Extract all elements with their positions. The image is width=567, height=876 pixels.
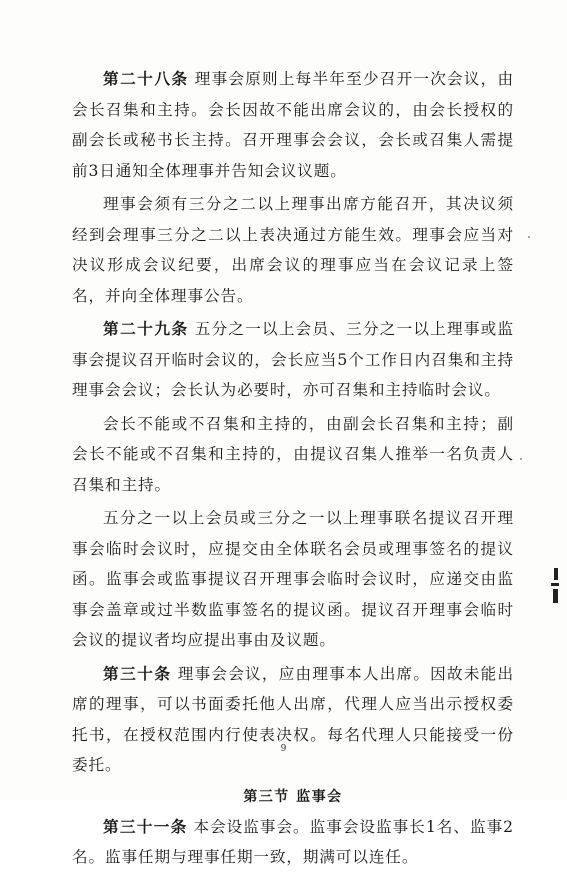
scan-speck [528, 236, 530, 238]
paragraph-quorum [72, 189, 514, 311]
paragraph-article-28 [72, 64, 514, 186]
article-number: 第三十条 [103, 664, 172, 683]
paragraph-text: 理事会会议，应由理事本人出席。因故未能出席的理事，可以书面委托他人出席，代理人应当出示授权委托书，在授权范围内行使表决权。每名代理人只能接受一份委托。 [72, 664, 514, 774]
paragraph-text: 本会设监事会。监事会设监事长1名、监事2名。监事任期与理事任期一致，期满可以连任。 [72, 817, 514, 866]
paragraph-text: 五分之一以上会员、三分之一以上理事或监事会提议召开临时会议的，会长应当5个工作日内召集和主持理事会会议；会长认为必要时，亦可召集和主持临时会议。 [72, 320, 514, 399]
paragraph-text: 五分之一以上会员或三分之一以上理事联名提议召开理事会临时会议时，应提交由全体联名会员或理事签名的提议函。监事会或监事提议召开理事会临时会议时，应递交由监事会盖章或过半数监事签名的提议函。提议召开理事会临时会议的提议者均应提出事由及议题。 [72, 509, 514, 649]
article-number: 第二十八条 [103, 70, 189, 88]
paragraph-text: 理事会原则上每半年至少召开一次会议，由会长召集和主持。会长因故不能出席会议的，由会长授权的副会长或秘书长主持。召开理事会会议，会长或召集人需提前3日通知全体理事并告知会议议题。 [72, 70, 514, 180]
scan-speck [520, 458, 522, 460]
section-heading: 第三节 监事会 [243, 788, 343, 805]
page-number: 9 [280, 744, 287, 754]
article-number: 第三十一条 [103, 817, 188, 836]
paragraph-article-29 [72, 314, 514, 406]
scan-edge-mark [551, 568, 561, 608]
article-number: 第二十九条 [103, 320, 189, 338]
paragraph-text: 理事会须有三分之二以上理事出席方能召开，其决议须经到会理事三分之二以上表决通过方能生效。理事会应当对决议形成会议纪要，出席会议的理事应当在会议记录上签名，并向全体理事公告。 [72, 195, 514, 305]
paragraph-convener [72, 409, 514, 501]
paragraph-proposal [72, 503, 514, 656]
paragraph-text: 会长不能或不召集和主持的，由副会长召集和主持；副会长不能或不召集和主持的，由提议召集人推举一名负责人召集和主持。 [72, 414, 514, 494]
paragraph-article-30 [72, 659, 514, 781]
paragraph-article-31 [72, 812, 514, 873]
